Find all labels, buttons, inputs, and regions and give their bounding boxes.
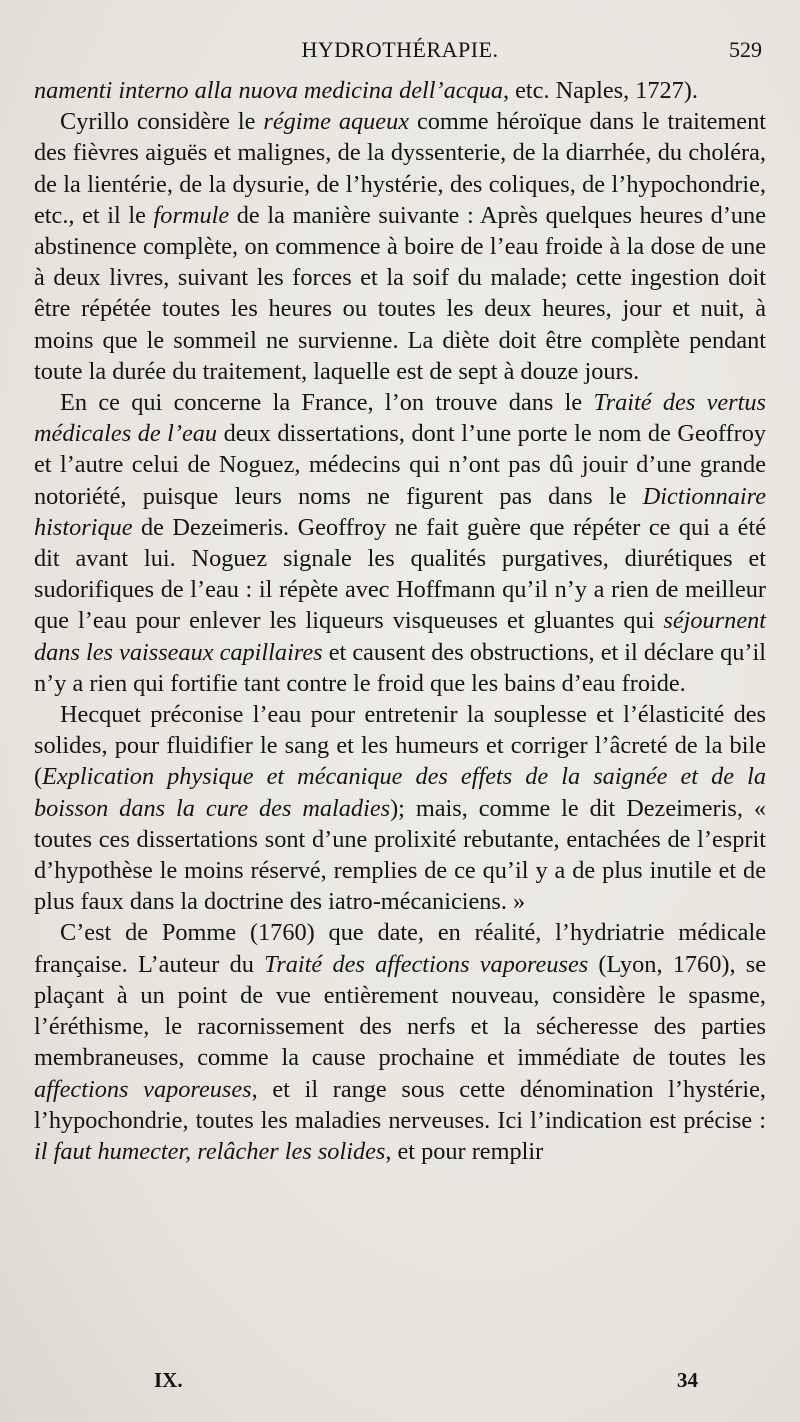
text-run: , et pour remplir bbox=[385, 1137, 544, 1165]
text-italic: affections vaporeuses bbox=[34, 1075, 252, 1103]
text-italic: Explication physique et mécanique des effets de la saignée et de la boisson dans la cure des maladies bbox=[34, 763, 766, 822]
paragraph bbox=[34, 387, 766, 699]
page-footer bbox=[34, 1368, 766, 1398]
page-number: 529 bbox=[729, 37, 762, 62]
text-italic: Traité des vertus médicales de l’eau bbox=[34, 389, 766, 448]
text-italic: il faut humecter, relâcher les solides bbox=[34, 1137, 386, 1165]
text-italic: Traité des affections vaporeuses bbox=[264, 950, 589, 978]
text-run: deux dissertations, dont l’une porte le nom de Geoffroy et l’autre celui de Noguez, médecins qui n’ont pas dû jouir d’une grande notoriété, puisque leurs noms ne figurent pas dans le bbox=[34, 420, 767, 510]
paragraph bbox=[34, 917, 766, 1167]
text-italic: formule bbox=[153, 201, 230, 229]
signature-mark: IX. bbox=[154, 1368, 183, 1392]
text-run: C’est de Pomme (1760) que date, en réalité, l’hydriatrie médicale française. L’auteur du bbox=[34, 919, 766, 978]
text-run: , et il range sous cette dénomination l’hystérie, l’hypochondrie, toutes les maladies nerveuses. Ici l’indication est précise : bbox=[34, 1075, 766, 1134]
running-head bbox=[34, 34, 766, 66]
sheet-number: 34 bbox=[677, 1368, 698, 1392]
text-run: Cyrillo considère le bbox=[60, 108, 264, 136]
text-run: Hecquet préconise l’eau pour entretenir la souplesse et l’élasticité des solides, pour fluidifier le sang et les humeurs et corriger l’âcreté de la bile ( bbox=[34, 701, 766, 791]
text-italic: namenti interno alla nuova medicina dell’acqua bbox=[34, 77, 503, 104]
text-italic: Dictionnaire historique bbox=[34, 482, 766, 541]
text-run: comme héroïque dans le traitement des fièvres aiguës et malignes, de la dyssenterie, de la diarrhée, du choléra, de la lientérie, de la dysurie, de l’hystérie, des coliques, de l’hypochondrie, etc., et il le bbox=[34, 108, 766, 229]
paragraph bbox=[34, 75, 766, 106]
paragraph bbox=[34, 106, 766, 387]
text-run: ); mais, comme le dit Dezeimeris, « toutes ces dissertations sont d’une prolixité rebutante, entachées de l’esprit d’hypothèse le moins réservé, remplies de ce qu’il y a de plus inutile et de plus faux dans la doctrine des iatro-mécaniciens. » bbox=[34, 794, 766, 916]
text-run: (Lyon, 1760), se plaçant à un point de vue entièrement nouveau, considère le spasme, l’éréthisme, le racornissement des nerfs et la sécheresse des parties membraneuses, comme la cause prochaine et immédiate de toutes les bbox=[34, 950, 766, 1072]
body-text bbox=[34, 75, 766, 1167]
text-run: , etc. Naples, 1727). bbox=[502, 77, 698, 104]
text-run: de Dezeimeris. Geoffroy ne fait guère que répéter ce qui a été dit avant lui. Noguez signale les qualités purgatives, diurétiques et sudorifiques de l’eau : il répète avec Hoffmann qu’il n’y a rien de meilleur que l’eau pour enlever les liqueurs visqueuses et gluantes qui bbox=[34, 513, 766, 635]
text-italic: régime aqueux bbox=[263, 108, 410, 136]
text-run: En ce qui concerne la France, l’on trouve dans le bbox=[60, 389, 594, 417]
text-run: de la manière suivante : Après quelques heures d’une abstinence complète, on commence à boire de l’eau froide à la dose de une à deux livres, suivant les forces et la soif du malade; cette ingestion doit être répétée toutes les heures ou toutes les deux heures, jour et nuit, à moins que le sommeil ne survienne. La diète doit être complète pendant toute la durée du traitement, laquelle est de sept à douze jours. bbox=[34, 201, 766, 385]
text-italic: séjournent dans les vaisseaux capillaires bbox=[34, 607, 766, 666]
text-run: et causent des obstructions, et il déclare qu’il n’y a rien qui fortifie tant contre le froid que les bains d’eau froide. bbox=[34, 638, 766, 697]
paragraph bbox=[34, 699, 766, 917]
running-title: HYDROTHÉRAPIE. bbox=[301, 37, 499, 62]
